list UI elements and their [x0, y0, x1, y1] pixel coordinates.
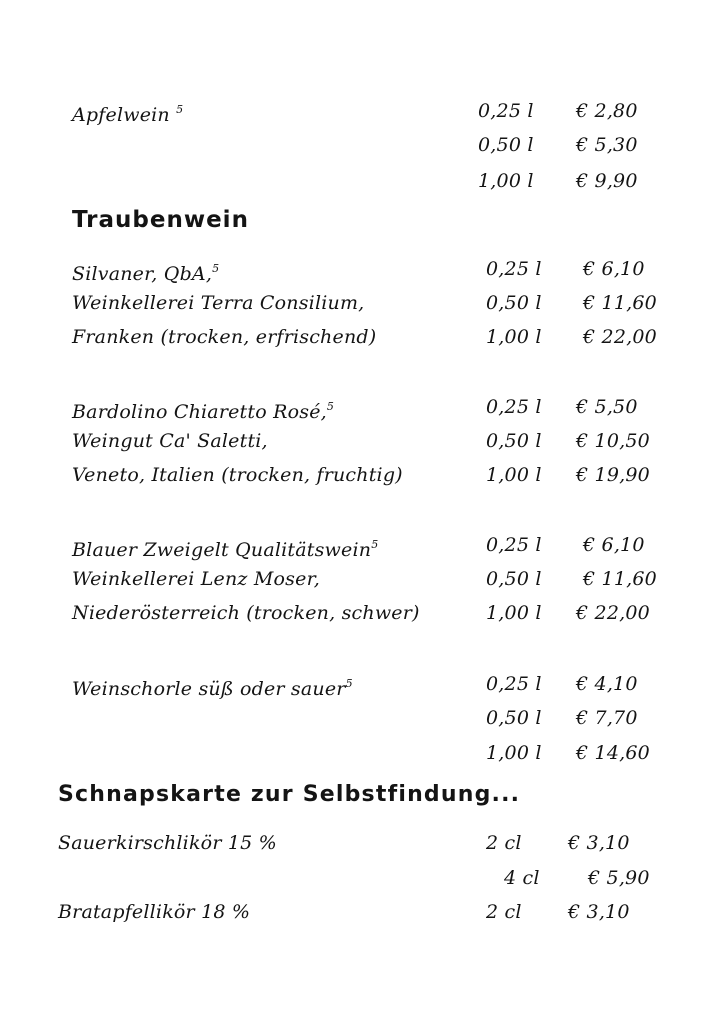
- wine-4-price-1: € 4,10: [576, 673, 638, 695]
- apfelwein-size-3: 1,00 l: [478, 170, 534, 192]
- wine-2-size-1: 0,25 l: [486, 396, 542, 418]
- schnaps-1-name: Sauerkirschlikör 15 %: [58, 832, 277, 854]
- apfelwein-price-2: € 5,30: [576, 134, 638, 156]
- apfelwein-size-2: 0,50 l: [478, 134, 534, 156]
- wine-3-size-2: 0,50 l: [486, 568, 542, 590]
- wine-4-size-3: 1,00 l: [486, 742, 542, 764]
- wine-4-line-1: Weinschorle süß oder sauer$^5$: [72, 677, 353, 700]
- wine-1-size-1: 0,25 l: [486, 258, 542, 280]
- wine-1-line-2: Weinkellerei Terra Consilium,: [72, 292, 365, 314]
- schnaps-2-size-1: 2 cl: [486, 901, 522, 923]
- wine-1-price-3: € 22,00: [583, 326, 657, 348]
- schnaps-1-size-1: 2 cl: [486, 832, 522, 854]
- wine-3-price-3: € 22,00: [576, 602, 650, 624]
- apfelwein-price-3: € 9,90: [576, 170, 638, 192]
- schnaps-2-price-1: € 3,10: [568, 901, 630, 923]
- wine-2-line-1: Bardolino Chiaretto Rosé,$^5$: [72, 400, 335, 423]
- wine-3-size-1: 0,25 l: [486, 534, 542, 556]
- traubenwein-heading: Traubenwein: [72, 207, 249, 233]
- wine-2-size-2: 0,50 l: [486, 430, 542, 452]
- wine-1-price-1: € 6,10: [583, 258, 645, 280]
- wine-2-line-2: Weingut Ca' Saletti,: [72, 430, 268, 452]
- wine-1-line-3: Franken (trocken, erfrischend): [72, 326, 377, 348]
- wine-3-line-2: Weinkellerei Lenz Moser,: [72, 568, 321, 590]
- wine-2-price-1: € 5,50: [576, 396, 638, 418]
- wine-3-price-1: € 6,10: [583, 534, 645, 556]
- wine-3-line-1: Blauer Zweigelt Qualitätswein$^5$: [72, 538, 379, 561]
- wine-4-size-2: 0,50 l: [486, 707, 542, 729]
- wine-3-line-3: Niederösterreich (trocken, schwer): [72, 602, 420, 624]
- wine-4-price-3: € 14,60: [576, 742, 650, 764]
- wine-2-price-2: € 10,50: [576, 430, 650, 452]
- wine-1-size-3: 1,00 l: [486, 326, 542, 348]
- wine-2-size-3: 1,00 l: [486, 464, 542, 486]
- schnaps-1-price-2: € 5,90: [588, 867, 650, 889]
- wine-1-price-2: € 11,60: [583, 292, 657, 314]
- schnaps-1-size-2: 4 cl: [504, 867, 540, 889]
- apfelwein-price-1: € 2,80: [576, 100, 638, 122]
- apfelwein-name: Apfelwein $^5$: [72, 103, 184, 126]
- wine-4-price-2: € 7,70: [576, 707, 638, 729]
- apfelwein-size-1: 0,25 l: [478, 100, 534, 122]
- schnaps-2-name: Bratapfellikör 18 %: [58, 901, 251, 923]
- wine-3-price-2: € 11,60: [583, 568, 657, 590]
- schnaps-heading: Schnapskarte zur Selbstfindung...: [58, 782, 521, 807]
- wine-3-size-3: 1,00 l: [486, 602, 542, 624]
- wine-2-price-3: € 19,90: [576, 464, 650, 486]
- schnaps-1-price-1: € 3,10: [568, 832, 630, 854]
- wine-2-line-3: Veneto, Italien (trocken, fruchtig): [72, 464, 403, 486]
- wine-4-size-1: 0,25 l: [486, 673, 542, 695]
- wine-1-line-1: Silvaner, QbA,$^5$: [72, 262, 220, 285]
- wine-1-size-2: 0,50 l: [486, 292, 542, 314]
